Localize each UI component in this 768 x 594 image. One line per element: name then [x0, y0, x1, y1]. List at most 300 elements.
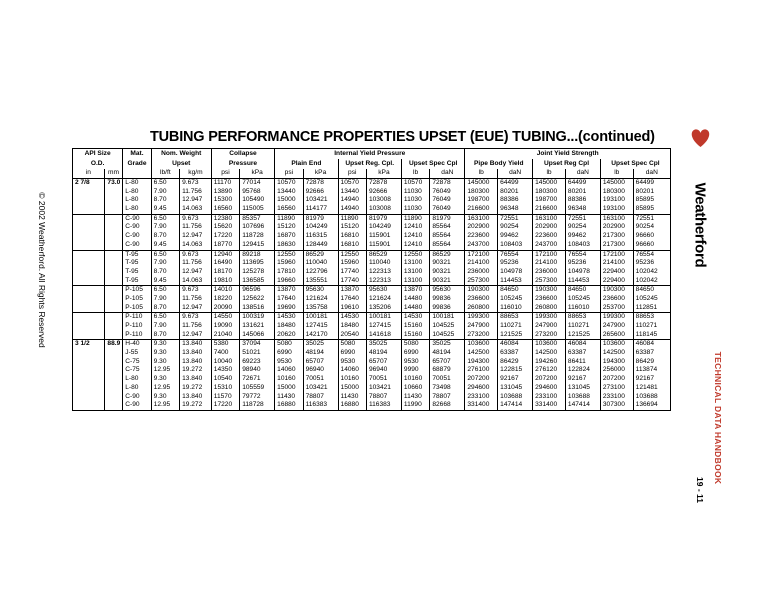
table-cell: 223600 — [465, 232, 498, 241]
table-cell — [73, 313, 105, 322]
table-cell: 18770 — [211, 241, 239, 250]
table-cell: 85895 — [633, 196, 670, 205]
table-cell: J-55 — [123, 349, 151, 358]
table-cell: T-95 — [123, 277, 151, 286]
table-cell: 122313 — [366, 277, 401, 286]
table-cell: P-110 — [123, 331, 151, 340]
table-cell: 105245 — [565, 295, 600, 304]
table-cell: 72878 — [366, 179, 401, 188]
table-cell: 85564 — [430, 223, 465, 232]
table-cell: 5080 — [401, 340, 429, 349]
table-cell: 147414 — [565, 401, 600, 410]
table-cell: 8.70 — [151, 196, 179, 205]
table-cell: 13890 — [211, 188, 239, 197]
table-cell: 8.70 — [151, 268, 179, 277]
table-cell — [104, 313, 123, 322]
table-cell: 104978 — [565, 268, 600, 277]
table-cell — [104, 241, 123, 250]
table-cell: 142170 — [303, 331, 338, 340]
table-cell: 80201 — [565, 188, 600, 197]
upset-header: Upset — [151, 159, 211, 169]
pressure-header: Pressure — [211, 159, 274, 169]
table-cell — [73, 250, 105, 259]
table-cell: 105245 — [633, 295, 670, 304]
table-cell — [73, 286, 105, 295]
table-cell — [73, 393, 105, 402]
table-row — [73, 241, 671, 250]
table-cell: 199300 — [465, 313, 498, 322]
table-cell: 12.947 — [180, 331, 212, 340]
table-cell: 99836 — [430, 295, 465, 304]
table-cell: 8.70 — [151, 304, 179, 313]
table-cell: 8.70 — [151, 331, 179, 340]
table-cell: T-95 — [123, 268, 151, 277]
table-cell: C-75 — [123, 366, 151, 375]
table-row — [73, 250, 671, 259]
table-cell: 15160 — [401, 322, 429, 331]
table-cell: 19.272 — [180, 366, 212, 375]
table-cell: 96348 — [498, 205, 533, 214]
table-cell: 121525 — [498, 331, 533, 340]
table-cell: 194300 — [600, 358, 633, 367]
table-cell: 17220 — [211, 401, 239, 410]
table-cell: 180300 — [465, 188, 498, 197]
table-cell: 11890 — [401, 214, 429, 223]
unit-header: lb/ft — [151, 169, 179, 179]
table-cell: 105490 — [240, 196, 275, 205]
table-cell: P-105 — [123, 295, 151, 304]
table-cell: 12.95 — [151, 401, 179, 410]
table-cell: 331400 — [533, 401, 566, 410]
nom-weight-header: Nom. Weight — [151, 149, 211, 160]
table-cell: 145000 — [465, 179, 498, 188]
table-cell: 16560 — [211, 205, 239, 214]
table-cell — [73, 358, 105, 367]
table-cell: 9530 — [401, 358, 429, 367]
table-cell: 121525 — [565, 331, 600, 340]
page-number: 19 - 11 — [695, 477, 705, 503]
table-cell: 236000 — [465, 268, 498, 277]
table-cell: L-80 — [123, 205, 151, 214]
table-cell: 11890 — [275, 214, 303, 223]
table-cell: 86529 — [303, 250, 338, 259]
table-cell: 129415 — [240, 241, 275, 250]
table-cell: 88653 — [498, 313, 533, 322]
table-cell: 11570 — [211, 393, 239, 402]
table-cell: 121624 — [303, 295, 338, 304]
table-cell — [104, 349, 123, 358]
table-cell: 21040 — [211, 331, 239, 340]
table-cell: 236600 — [600, 295, 633, 304]
table-cell: 10540 — [211, 375, 239, 384]
table-cell: 113695 — [240, 259, 275, 268]
table-cell: 65707 — [430, 358, 465, 367]
table-cell: 13870 — [275, 286, 303, 295]
table-cell: 14350 — [211, 366, 239, 375]
table-cell: 118728 — [240, 401, 275, 410]
table-row — [73, 188, 671, 197]
table-cell: 72878 — [303, 179, 338, 188]
unit-header: daN — [498, 169, 533, 179]
table-cell — [104, 384, 123, 393]
table-cell: 10570 — [275, 179, 303, 188]
table-cell: 190300 — [600, 286, 633, 295]
table-cell: 103008 — [366, 196, 401, 205]
table-cell — [73, 232, 105, 241]
table-cell: 19660 — [275, 277, 303, 286]
table-cell: 125622 — [240, 295, 275, 304]
table-cell: 100181 — [303, 313, 338, 322]
table-cell: 65707 — [303, 358, 338, 367]
table-cell: 17810 — [275, 268, 303, 277]
table-cell: 76049 — [430, 205, 465, 214]
table-cell — [104, 322, 123, 331]
unit-header: kPa — [303, 169, 338, 179]
table-cell: 72671 — [240, 375, 275, 384]
table-cell: 331400 — [465, 401, 498, 410]
table-cell: 99462 — [565, 232, 600, 241]
table-cell: 131045 — [498, 384, 533, 393]
table-cell: 84650 — [498, 286, 533, 295]
table-cell: 19.272 — [180, 401, 212, 410]
brand-name: Weatherford — [691, 182, 709, 268]
collapse-header: Collapse — [211, 149, 274, 160]
table-cell — [104, 286, 123, 295]
table-cell: 207200 — [600, 375, 633, 384]
table-cell: 199300 — [533, 313, 566, 322]
table-cell: 78807 — [430, 393, 465, 402]
table-cell: 76554 — [633, 250, 670, 259]
upset-spec-cpl-header: Upset Spec Cpl — [401, 159, 464, 169]
table-cell: 107696 — [240, 223, 275, 232]
table-cell: 142500 — [600, 349, 633, 358]
unit-header: lb — [600, 169, 633, 179]
table-cell — [73, 331, 105, 340]
table-cell: 12.947 — [180, 304, 212, 313]
unit-header: psi — [338, 169, 366, 179]
table-cell: 110040 — [366, 259, 401, 268]
table-cell: 86529 — [366, 250, 401, 259]
weatherford-logo-icon — [688, 125, 713, 150]
table-cell: 11.756 — [180, 295, 212, 304]
table-cell: 294600 — [533, 384, 566, 393]
table-cell: 105245 — [498, 295, 533, 304]
table-cell: 257300 — [465, 277, 498, 286]
table-cell: 15160 — [401, 331, 429, 340]
table-cell: 229400 — [600, 268, 633, 277]
table-cell: 90254 — [633, 223, 670, 232]
plain-end-header: Plain End — [275, 159, 338, 169]
mat-header: Mat. — [123, 149, 151, 160]
table-cell: 13.840 — [180, 375, 212, 384]
pipe-body-header: Pipe Body Yield — [465, 159, 533, 169]
table-cell: 147414 — [498, 401, 533, 410]
table-cell: 13.840 — [180, 358, 212, 367]
table-cell: 13100 — [401, 268, 429, 277]
table-cell: 163100 — [533, 214, 566, 223]
table-cell: 77014 — [240, 179, 275, 188]
api-size-header: API Size — [73, 149, 123, 160]
table-cell: 16490 — [211, 259, 239, 268]
table-cell: 9.45 — [151, 205, 179, 214]
table-cell — [104, 268, 123, 277]
table-cell: 14060 — [338, 366, 366, 375]
table-cell: 12.947 — [180, 232, 212, 241]
table-cell: 90254 — [498, 223, 533, 232]
table-cell: 88653 — [633, 313, 670, 322]
table-cell: 11890 — [338, 214, 366, 223]
table-cell: 207200 — [533, 375, 566, 384]
table-cell: 10160 — [338, 375, 366, 384]
table-cell: 121624 — [366, 295, 401, 304]
table-cell: 194300 — [465, 358, 498, 367]
table-cell — [104, 401, 123, 410]
table-cell: 15000 — [275, 196, 303, 205]
table-cell: 6.50 — [151, 286, 179, 295]
table-cell: 95630 — [303, 286, 338, 295]
table-cell: 88.9 — [104, 340, 123, 349]
table-cell: 190300 — [533, 286, 566, 295]
table-cell: 14530 — [401, 313, 429, 322]
table-cell: T-95 — [123, 259, 151, 268]
table-cell: 307300 — [600, 401, 633, 410]
table-body — [73, 179, 671, 411]
table-cell: 136694 — [633, 401, 670, 410]
table-cell: 223600 — [533, 232, 566, 241]
table-cell: 10570 — [338, 179, 366, 188]
table-cell: 19610 — [338, 304, 366, 313]
table-cell: 125278 — [240, 268, 275, 277]
table-cell — [73, 205, 105, 214]
table-cell: 3 1/2 — [73, 340, 105, 349]
table-cell: C-90 — [123, 241, 151, 250]
table-cell: 11030 — [401, 196, 429, 205]
table-cell: 11430 — [401, 393, 429, 402]
table-cell: 14530 — [275, 313, 303, 322]
table-cell: 118728 — [240, 232, 275, 241]
table-cell: 95630 — [366, 286, 401, 295]
table-cell: 103421 — [303, 384, 338, 393]
table-cell: 102042 — [633, 277, 670, 286]
table-cell — [104, 259, 123, 268]
table-cell: 7.90 — [151, 259, 179, 268]
unit-header: kPa — [240, 169, 275, 179]
table-cell: 135758 — [303, 304, 338, 313]
table-cell — [73, 188, 105, 197]
table-cell: 15960 — [275, 259, 303, 268]
table-cell: 14530 — [338, 313, 366, 322]
table-cell: 100181 — [366, 313, 401, 322]
table-cell: 78807 — [303, 393, 338, 402]
table-cell: 243700 — [465, 241, 498, 250]
table-cell: 70051 — [366, 375, 401, 384]
page-title: TUBING PERFORMANCE PROPERTIES UPSET (EUE) TUBING...(continued) — [150, 129, 655, 145]
table-cell: 72551 — [633, 214, 670, 223]
table-cell: 96596 — [240, 286, 275, 295]
table-cell: 18220 — [211, 295, 239, 304]
table-cell: 63387 — [498, 349, 533, 358]
table-cell: 96660 — [633, 241, 670, 250]
table-cell: 214100 — [465, 259, 498, 268]
table-row — [73, 268, 671, 277]
table-cell: 73498 — [430, 384, 465, 393]
table-cell: 88386 — [565, 196, 600, 205]
table-cell: 103600 — [600, 340, 633, 349]
table-cell: 11.756 — [180, 259, 212, 268]
table-cell: 95236 — [498, 259, 533, 268]
table-cell: 16810 — [338, 232, 366, 241]
table-cell: 12.95 — [151, 384, 179, 393]
table-cell: 9.673 — [180, 313, 212, 322]
table-row — [73, 349, 671, 358]
table-cell: 15310 — [211, 384, 239, 393]
table-cell — [73, 268, 105, 277]
table-cell: C-90 — [123, 214, 151, 223]
table-cell: 35025 — [366, 340, 401, 349]
table-cell: 103688 — [565, 393, 600, 402]
table-cell: 82668 — [430, 401, 465, 410]
table-cell: 64499 — [565, 179, 600, 188]
table-cell: 96940 — [366, 366, 401, 375]
unit-header: in — [73, 169, 105, 179]
unit-header: lb — [533, 169, 566, 179]
table-cell: 86429 — [633, 358, 670, 367]
table-cell: 10040 — [211, 358, 239, 367]
table-cell: 217300 — [600, 241, 633, 250]
table-cell: 90254 — [565, 223, 600, 232]
table-cell: 12.947 — [180, 196, 212, 205]
table-cell: 8.70 — [151, 232, 179, 241]
table-cell: 9990 — [401, 366, 429, 375]
table-cell: 69223 — [240, 358, 275, 367]
table-cell: 14480 — [401, 295, 429, 304]
table-cell: 273200 — [465, 331, 498, 340]
table-cell: 19810 — [211, 277, 239, 286]
table-cell: 6990 — [275, 349, 303, 358]
table-cell: 131621 — [240, 322, 275, 331]
table-cell: 114453 — [565, 277, 600, 286]
table-cell — [73, 322, 105, 331]
unit-header: daN — [430, 169, 465, 179]
table-cell: 17640 — [338, 295, 366, 304]
table-cell: 172100 — [465, 250, 498, 259]
table-cell: 113874 — [633, 366, 670, 375]
table-cell: 128449 — [303, 241, 338, 250]
unit-header: kPa — [366, 169, 401, 179]
table-cell: 11430 — [275, 393, 303, 402]
table-cell: 7.90 — [151, 188, 179, 197]
table-cell: 85564 — [430, 232, 465, 241]
table-cell — [104, 223, 123, 232]
table-cell: 103600 — [533, 340, 566, 349]
table-cell: 198700 — [533, 196, 566, 205]
table-cell: 127415 — [366, 322, 401, 331]
table-cell: 202900 — [465, 223, 498, 232]
table-cell: 13440 — [275, 188, 303, 197]
table-cell: 12410 — [401, 232, 429, 241]
table-cell: 13.840 — [180, 393, 212, 402]
table-cell: 180300 — [533, 188, 566, 197]
table-row — [73, 340, 671, 349]
table-row — [73, 366, 671, 375]
copyright-notice: © 2002 Weatherford. All Rights Reserved — [37, 192, 47, 348]
table-cell: 17640 — [275, 295, 303, 304]
table-cell: C-90 — [123, 393, 151, 402]
table-cell: 16560 — [275, 205, 303, 214]
table-cell: 122824 — [565, 366, 600, 375]
table-cell: 85564 — [430, 241, 465, 250]
header-row-2 — [73, 159, 671, 169]
table-cell: 6990 — [401, 349, 429, 358]
table-cell: 15000 — [338, 384, 366, 393]
table-cell: 265600 — [600, 331, 633, 340]
table-cell: C-90 — [123, 232, 151, 241]
table-cell: 116315 — [303, 232, 338, 241]
table-cell: 247900 — [465, 322, 498, 331]
table-cell: 145066 — [240, 331, 275, 340]
table-cell — [73, 214, 105, 223]
table-cell: 122313 — [366, 268, 401, 277]
table-cell: 233100 — [533, 393, 566, 402]
table-cell: 84650 — [565, 286, 600, 295]
table-cell: 11990 — [401, 401, 429, 410]
table-cell: 92167 — [633, 375, 670, 384]
table-cell: 142500 — [533, 349, 566, 358]
table-cell: 9530 — [275, 358, 303, 367]
table-cell: 90321 — [430, 277, 465, 286]
table-cell: 64499 — [498, 179, 533, 188]
table-cell: 145000 — [533, 179, 566, 188]
table-cell: 141618 — [366, 331, 401, 340]
unit-header: mm — [104, 169, 123, 179]
table-cell: 12410 — [401, 223, 429, 232]
table-cell: 20620 — [275, 331, 303, 340]
table-cell: 256000 — [600, 366, 633, 375]
tubing-properties-table — [72, 148, 671, 411]
table-cell: 9.673 — [180, 214, 212, 223]
table-cell — [104, 232, 123, 241]
table-cell: 257300 — [533, 277, 566, 286]
table-cell: 46084 — [498, 340, 533, 349]
table-cell: 88653 — [565, 313, 600, 322]
table-cell: 18630 — [275, 241, 303, 250]
table-cell: 5380 — [211, 340, 239, 349]
table-row — [73, 384, 671, 393]
table-cell: 70051 — [303, 375, 338, 384]
table-cell: 11.756 — [180, 188, 212, 197]
table-cell: 15620 — [211, 223, 239, 232]
table-cell: 10160 — [401, 375, 429, 384]
od-header: O.D. — [73, 159, 123, 169]
table-cell: 13100 — [401, 259, 429, 268]
table-cell: 273200 — [533, 331, 566, 340]
table-cell: 15960 — [338, 259, 366, 268]
header-row-1 — [73, 149, 671, 160]
table-cell: 247900 — [533, 322, 566, 331]
table-cell: 112851 — [633, 304, 670, 313]
table-cell: 12410 — [401, 241, 429, 250]
table-cell: 253700 — [600, 304, 633, 313]
table-cell: 12550 — [275, 250, 303, 259]
table-cell: 73.0 — [104, 179, 123, 188]
table-cell: 48194 — [430, 349, 465, 358]
table-cell: 6.50 — [151, 214, 179, 223]
table-row — [73, 205, 671, 214]
table-cell: 172100 — [600, 250, 633, 259]
table-cell: 6990 — [338, 349, 366, 358]
table-cell: 12940 — [211, 250, 239, 259]
table-cell: 276120 — [533, 366, 566, 375]
